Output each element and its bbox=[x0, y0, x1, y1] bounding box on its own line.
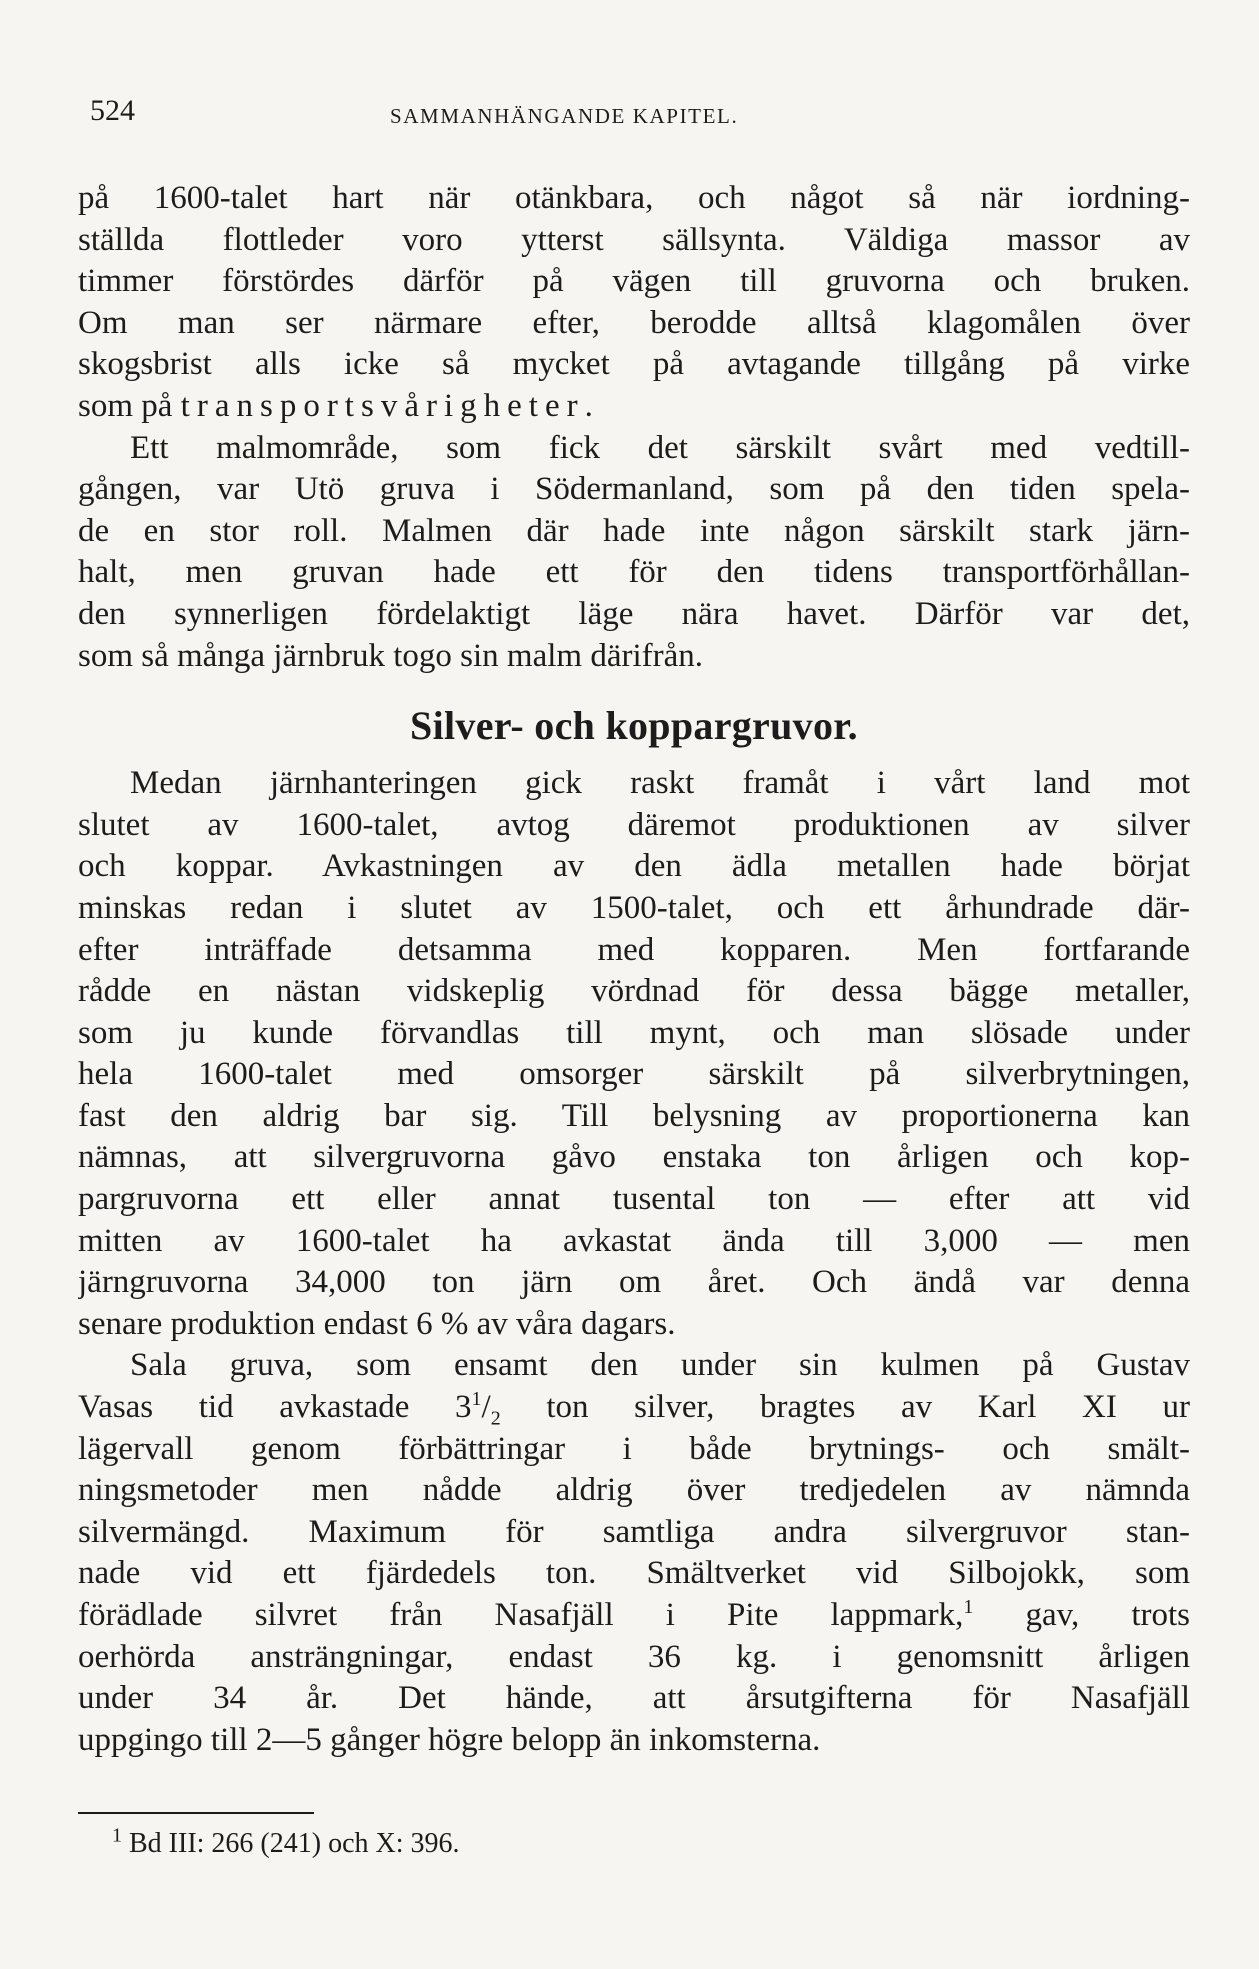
text-line: de en stor roll. Malmen där hade inte någon särskilt stark järn- bbox=[78, 512, 1190, 549]
text-line: oerhörda ansträngningar, endast 36 kg. i genomsnitt årligen bbox=[78, 1638, 1190, 1675]
footnote-reference: 1 bbox=[963, 1596, 974, 1618]
text-line: rådde en nästan vidskeplig vördnad för dessa bägge metaller, bbox=[78, 973, 1190, 1010]
text-line: och koppar. Avkastningen av den ädla metallen hade börjat bbox=[78, 848, 1190, 885]
text-line: nämnas, att silvergruvorna gåvo enstaka ton årligen och kop- bbox=[78, 1139, 1190, 1176]
body-text bbox=[78, 178, 1190, 1761]
footnote-marker: 1 bbox=[112, 1824, 122, 1847]
text-line: Om man ser närmare efter, berodde alltså klagomålen över bbox=[78, 304, 1190, 341]
footnote-text: Bd III: 266 (241) och X: 396. bbox=[122, 1828, 460, 1859]
text-line: som så många järnbruk togo sin malm därifrån. bbox=[78, 637, 704, 674]
text-line: minskas redan i slutet av 1500-talet, och ett århundrade där- bbox=[78, 889, 1190, 926]
text-line bbox=[78, 386, 1190, 428]
text-line: pargruvorna ett eller annat tusental ton — efter att vid bbox=[78, 1181, 1190, 1218]
text-line: senare produktion endast 6 % av våra dagars. bbox=[78, 1305, 676, 1342]
text-line: ställda flottleder voro ytterst sällsynta. Väldiga massor av bbox=[78, 221, 1190, 258]
text-fragment: gav, trots bbox=[973, 1597, 1190, 1633]
text-line: gången, var Utö gruva i Södermanland, som på den tiden spela- bbox=[78, 471, 1190, 508]
text-line: fast den aldrig bar sig. Till belysning av proportionerna kan bbox=[78, 1097, 1190, 1134]
text-line: efter inträffade detsamma med kopparen. Men fortfarande bbox=[78, 931, 1190, 968]
running-title: SAMMANHÄNGANDE KAPITEL. bbox=[390, 104, 739, 128]
section-heading: Silver- och koppargruvor. bbox=[410, 703, 858, 749]
text-fragment: förädlade silvret från Nasafjäll i Pite lappmark, bbox=[78, 1597, 964, 1633]
text-fragment: . bbox=[584, 387, 593, 424]
page-number: 524 bbox=[90, 94, 135, 127]
fraction-slash: / bbox=[481, 1389, 491, 1426]
text-fragment: ton silver, bragtes av Karl XI ur bbox=[500, 1389, 1190, 1426]
text-line: skogsbrist alls icke så mycket på avtagande tillgång på virke bbox=[78, 346, 1190, 383]
text-line: hela 1600-talet med omsorger särskilt på silverbrytningen, bbox=[78, 1056, 1190, 1093]
fraction-numerator: 1 bbox=[471, 1388, 482, 1411]
fraction-denominator: 2 bbox=[490, 1407, 501, 1429]
text-line: som ju kunde förvandlas till mynt, och man slösade under bbox=[78, 1014, 1190, 1051]
text-line: Sala gruva, som ensamt den under sin kulmen på Gustav bbox=[130, 1347, 1190, 1384]
text-line: timmer förstördes därför på vägen till gruvorna och bruken. bbox=[78, 263, 1190, 300]
text-line: Ett malmområde, som fick det särskilt svårt med vedtill- bbox=[130, 429, 1190, 466]
text-line: på 1600-talet hart när otänkbara, och något så när iordning- bbox=[78, 180, 1190, 216]
text-line: under 34 år. Det hände, att årsutgifterna för Nasafjäll bbox=[78, 1680, 1190, 1717]
text-line: den synnerligen fördelaktigt läge nära havet. Därför var det, bbox=[78, 595, 1190, 632]
text-line: ningsmetoder men nådde aldrig över tredjedelen av nämnda bbox=[78, 1472, 1190, 1509]
footnote bbox=[112, 1826, 460, 1862]
footnote-divider bbox=[78, 1812, 314, 1814]
text-line: Medan järnhanteringen gick raskt framåt i vårt land mot bbox=[130, 765, 1190, 802]
text-line bbox=[78, 1387, 1190, 1429]
text-line: mitten av 1600-talet ha avkastat ända till 3,000 — men bbox=[78, 1222, 1190, 1259]
text-line: järngruvorna 34,000 ton järn om året. Och ändå var denna bbox=[78, 1264, 1190, 1301]
text-line: silvermängd. Maximum för samtliga andra silvergruvor stan- bbox=[78, 1513, 1190, 1550]
page-header bbox=[90, 94, 1190, 134]
spaced-emphasis: transportsvårigheter bbox=[180, 387, 585, 424]
text-fragment: Vasas tid avkastade 3 bbox=[78, 1389, 472, 1426]
text-line: uppgingo till 2—5 gånger högre belopp än inkomsterna. bbox=[78, 1721, 821, 1758]
text-line: lägervall genom förbättringar i både brytnings- och smält- bbox=[78, 1430, 1190, 1467]
text-line: slutet av 1600-talet, avtog däremot produktionen av silver bbox=[78, 806, 1190, 843]
text-line: nade vid ett fjärdedels ton. Smältverket vid Silbojokk, som bbox=[78, 1555, 1190, 1592]
text-fragment: som på bbox=[78, 387, 181, 424]
text-line bbox=[78, 1595, 1190, 1637]
text-line: halt, men gruvan hade ett för den tidens transportförhållan- bbox=[78, 554, 1190, 591]
